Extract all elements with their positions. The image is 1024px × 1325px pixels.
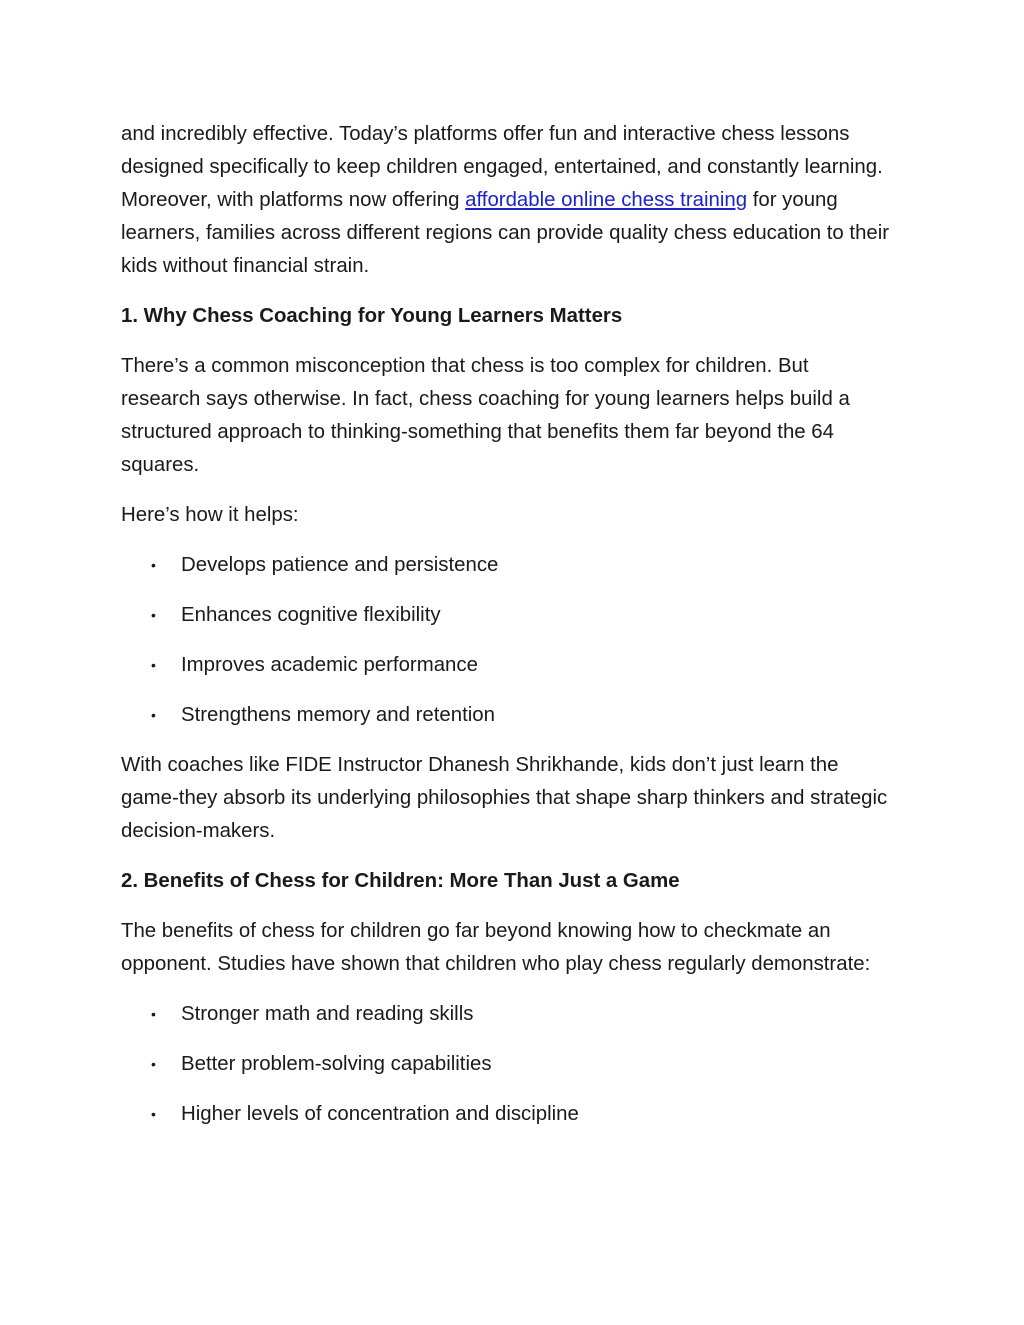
section1-closing-paragraph: With coaches like FIDE Instructor Dhanesh Shrikhande, kids don’t just learn the game-they absorb its underlying philosophies that shape sharp thinkers and strategic decision-makers. (121, 754, 888, 842)
list-item (121, 599, 891, 632)
list-item-text: Stronger math and reading skills (181, 1003, 474, 1025)
list-item-text: Enhances cognitive flexibility (181, 604, 441, 626)
section1-benefits-list (121, 549, 891, 732)
list-item (121, 1048, 891, 1081)
bullet-icon: • (151, 557, 156, 573)
section1-paragraph: There’s a common misconception that chess is too complex for children. But research says otherwise. In fact, chess coaching for young learners helps build a structured approach to thinking-something that benefits them far beyond the 64 squares. (121, 355, 850, 476)
intro-text-after-link: for young learners, families across different regions can provide quality chess education to their kids without financial strain. (121, 189, 890, 277)
bullet-icon: • (151, 1006, 156, 1022)
list-item (121, 1098, 891, 1131)
section1-heading: 1. Why Chess Coaching for Young Learners Matters (121, 305, 623, 327)
bullet-icon: • (151, 1106, 156, 1122)
list-item (121, 998, 891, 1031)
list-item (121, 649, 891, 682)
list-item-text: Develops patience and persistence (181, 554, 499, 576)
list-item-text: Better problem-solving capabilities (181, 1053, 492, 1075)
affordable-online-chess-training-link[interactable]: affordable online chess training (465, 189, 748, 211)
list-item-text: Strengthens memory and retention (181, 704, 495, 726)
list-item (121, 699, 891, 732)
intro-text-before-link: and incredibly effective. Today’s platforms offer fun and interactive chess lessons designed specifically to keep children engaged, entertained, and constantly learning. Moreover, with platforms now offering (121, 123, 883, 211)
section2-paragraph: The benefits of chess for children go far beyond knowing how to checkmate an opponent. Studies have shown that children who play chess regularly demonstrate: (121, 920, 871, 975)
intro-paragraph (121, 118, 891, 283)
list-item (121, 549, 891, 582)
bullet-icon: • (151, 607, 156, 623)
bullet-icon: • (151, 707, 156, 723)
list-item-text: Improves academic performance (181, 654, 478, 676)
section2-benefits-list (121, 998, 891, 1131)
document-page (121, 118, 891, 1148)
section2-heading: 2. Benefits of Chess for Children: More Than Just a Game (121, 870, 680, 892)
section1-list-intro: Here’s how it helps: (121, 504, 299, 526)
bullet-icon: • (151, 1056, 156, 1072)
list-item-text: Higher levels of concentration and discipline (181, 1103, 579, 1125)
bullet-icon: • (151, 657, 156, 673)
